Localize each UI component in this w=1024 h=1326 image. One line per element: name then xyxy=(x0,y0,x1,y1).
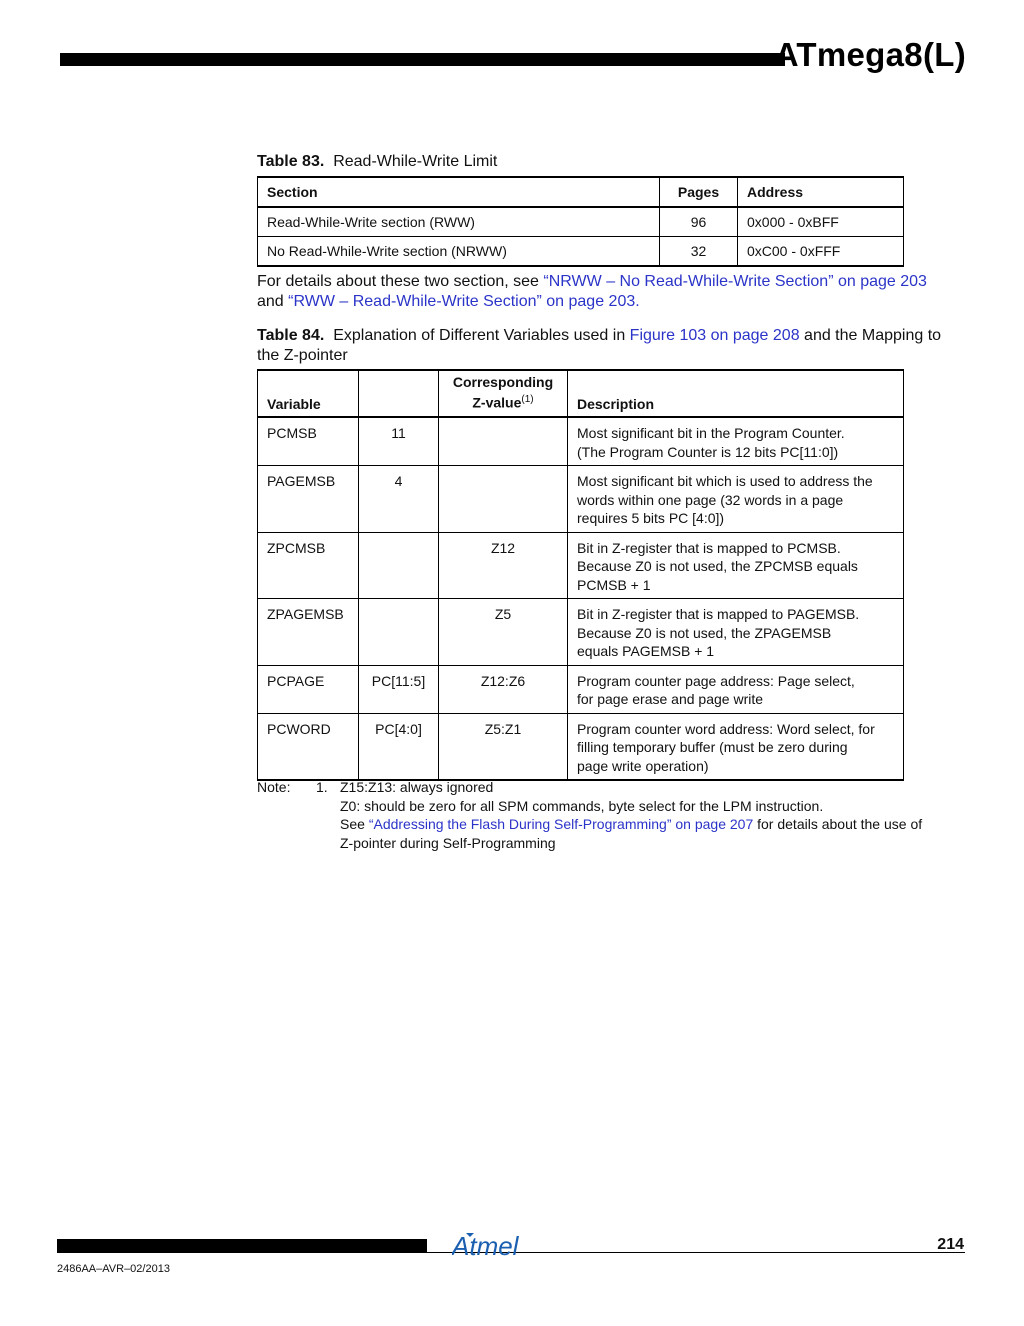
zvalue-cell: Z12 xyxy=(439,532,568,599)
table-header-row xyxy=(258,177,904,207)
document-id: 2486AA–AVR–02/2013 xyxy=(57,1263,170,1275)
zvalue-cell xyxy=(439,466,568,533)
description-cell xyxy=(568,713,904,780)
header-bar xyxy=(60,53,785,66)
table84-caption-text: Explanation of Different Variables used in xyxy=(333,327,630,344)
footer-bar xyxy=(57,1239,427,1252)
description-cell xyxy=(568,417,904,466)
description-line: Because Z0 is not used, the ZPAGEMSB xyxy=(577,624,832,641)
description-line: Most significant bit in the Program Counter. xyxy=(577,425,845,441)
description-line: for page erase and page write xyxy=(577,691,764,707)
column-header-zvalue xyxy=(439,370,568,417)
column-header-address: Address xyxy=(738,177,904,207)
paragraph-text: For details about these two section, see xyxy=(257,273,544,290)
zvalue-cell: Z5 xyxy=(439,599,568,666)
variable-cell: PAGEMSB xyxy=(258,466,359,533)
table84 xyxy=(257,369,904,781)
zvalue-cell xyxy=(439,417,568,466)
description-line: Program counter word address: Word select, for xyxy=(577,720,875,737)
variable-cell: ZPCMSB xyxy=(258,532,359,599)
value-cell: 11 xyxy=(359,417,439,466)
atmel-logo xyxy=(452,1229,540,1264)
note-line xyxy=(340,815,970,834)
table83-caption xyxy=(257,152,965,172)
addressing-flash-link[interactable]: “Addressing the Flash During Self-Programming” on page 207 xyxy=(368,816,754,832)
variable-cell: ZPAGEMSB xyxy=(258,599,359,666)
table-cell: 0x000 - 0xBFF xyxy=(738,207,904,237)
table-row xyxy=(258,237,904,267)
description-line: Bit in Z-register that is mapped to PCMSB. xyxy=(577,539,841,556)
table84-caption-label: Table 84. xyxy=(257,327,325,344)
note-number: 1. xyxy=(316,779,328,795)
note-body xyxy=(340,778,970,852)
column-header-pages: Pages xyxy=(660,177,738,207)
column-header-variable: Variable xyxy=(258,370,359,417)
value-cell: PC[4:0] xyxy=(359,713,439,780)
table-cell: 0xC00 - 0xFFF xyxy=(738,237,904,267)
description-line: page write operation) xyxy=(577,757,709,774)
table-row xyxy=(258,466,904,533)
table83 xyxy=(257,176,904,267)
note-line: Z15:Z13: always ignored xyxy=(340,779,494,795)
note-text: See xyxy=(340,816,369,832)
table-row xyxy=(258,417,904,466)
table-header-row xyxy=(258,370,904,417)
variable-cell: PCPAGE xyxy=(258,665,359,713)
description-cell xyxy=(568,665,904,713)
zvalue-cell: Z12:Z6 xyxy=(439,665,568,713)
footnote-ref: (1) xyxy=(521,394,534,406)
rww-section-link[interactable]: “RWW – Read-While-Write Section” on page 203. xyxy=(288,293,640,310)
note-line: Z-pointer during Self-Programming xyxy=(340,834,556,851)
table-row xyxy=(258,665,904,713)
table83-caption-text: Read-While-Write Limit xyxy=(333,153,498,170)
description-line: PCMSB + 1 xyxy=(577,576,651,593)
description-line: (The Program Counter is 12 bits PC[11:0]) xyxy=(577,443,839,460)
column-header-section: Section xyxy=(258,177,660,207)
svg-text:Atmel: Atmel xyxy=(452,1231,519,1259)
figure103-link[interactable]: Figure 103 on page 208 xyxy=(629,327,800,344)
zvalue-header-line2: Z-value xyxy=(472,395,522,411)
nrww-section-link[interactable]: “NRWW – No Read-While-Write Section” on page 203 xyxy=(543,273,927,290)
variable-cell: PCMSB xyxy=(258,417,359,466)
paragraph-text: and xyxy=(257,293,289,310)
description-line: Program counter page address: Page select, xyxy=(577,672,855,689)
value-cell: PC[11:5] xyxy=(359,665,439,713)
value-cell xyxy=(359,532,439,599)
page-number: 214 xyxy=(937,1236,964,1253)
note-text: for details about the use of xyxy=(753,816,923,832)
description-line: Because Z0 is not used, the ZPCMSB equals xyxy=(577,558,858,574)
description-line: Bit in Z-register that is mapped to PAGEMSB. xyxy=(577,606,860,622)
value-cell: 4 xyxy=(359,466,439,533)
table-row xyxy=(258,532,904,599)
value-cell xyxy=(359,599,439,666)
table-cell: No Read-While-Write section (NRWW) xyxy=(258,237,660,267)
zvalue-header-line1: Corresponding xyxy=(452,374,554,391)
table-row xyxy=(258,207,904,237)
table-cell: 96 xyxy=(660,207,738,237)
zvalue-cell: Z5:Z1 xyxy=(439,713,568,780)
table83-caption-label: Table 83. xyxy=(257,153,325,170)
description-cell xyxy=(568,532,904,599)
column-header-description: Description xyxy=(568,370,904,417)
table-cell: Read-While-Write section (RWW) xyxy=(258,207,660,237)
description-line: filling temporary buffer (must be zero during xyxy=(577,739,848,755)
document-title: ATmega8(L) xyxy=(774,36,966,73)
table-row xyxy=(258,713,904,780)
description-cell xyxy=(568,466,904,533)
column-header-value xyxy=(359,370,439,417)
description-line: requires 5 bits PC [4:0]) xyxy=(577,510,725,526)
variable-cell: PCWORD xyxy=(258,713,359,780)
table84-caption-text: and the Mapping to the Z-pointer xyxy=(257,327,942,364)
table84-caption xyxy=(257,326,965,366)
description-cell xyxy=(568,599,904,666)
description-line: words within one page (32 words in a page xyxy=(577,491,844,508)
details-paragraph xyxy=(257,272,967,312)
table-cell: 32 xyxy=(660,237,738,267)
table-row xyxy=(258,599,904,666)
note-label: Note: xyxy=(257,779,291,795)
description-line: Most significant bit which is used to address the xyxy=(577,473,873,489)
description-line: equals PAGEMSB + 1 xyxy=(577,643,715,659)
note-line: Z0: should be zero for all SPM commands, byte select for the LPM instruction. xyxy=(340,797,824,814)
